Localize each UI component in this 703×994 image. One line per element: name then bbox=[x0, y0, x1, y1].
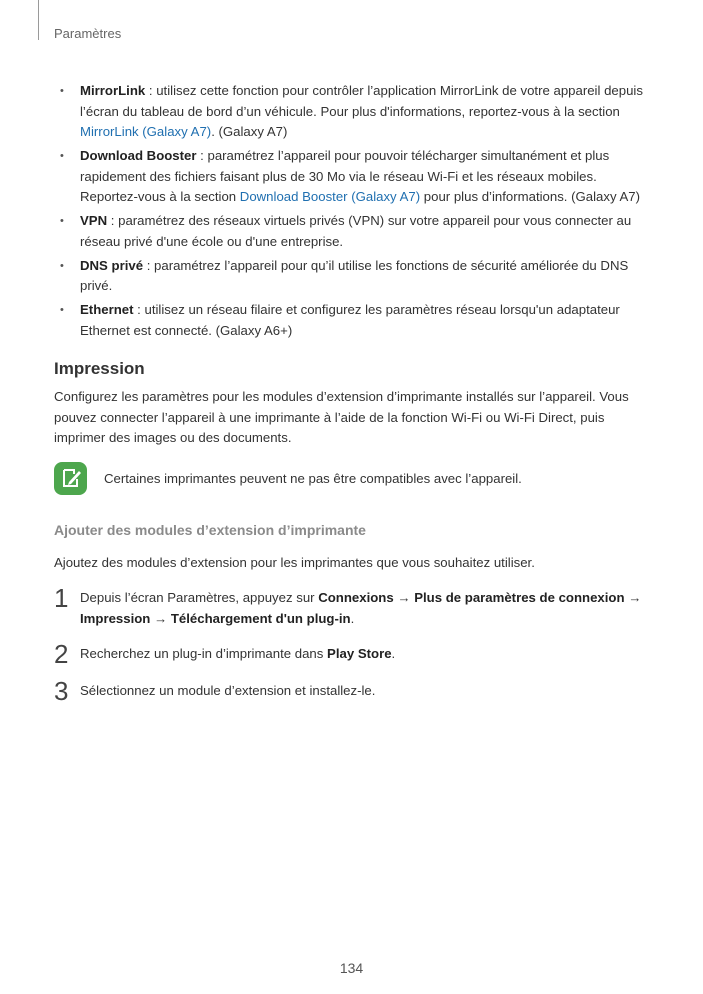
bullet-dot-icon: • bbox=[60, 259, 64, 272]
note-text: Certaines imprimantes peuvent ne pas être compatibles avec l’appareil. bbox=[104, 470, 522, 486]
step-number: 3 bbox=[54, 676, 69, 706]
bullet-text: : paramétrez l’appareil pour qu’il utilise les fonctions de sécurité améliorée du DNS privé. bbox=[80, 257, 629, 293]
settings-bullet-list bbox=[54, 81, 649, 341]
step-text-part: . bbox=[350, 610, 355, 626]
step-3 bbox=[54, 676, 649, 706]
step-text bbox=[80, 681, 375, 702]
page-number: 134 bbox=[339, 960, 364, 976]
bullet-item-dns bbox=[54, 256, 649, 297]
step-text-part: . bbox=[391, 646, 396, 661]
subsection-title: Ajouter des modules d’extension d’imprimante bbox=[54, 521, 366, 538]
bullet-term: MirrorLink bbox=[80, 83, 146, 98]
bullet-item-mirrorlink bbox=[54, 81, 649, 143]
pencil-note-icon bbox=[54, 462, 87, 495]
step-number: 2 bbox=[54, 639, 69, 669]
download-booster-link[interactable]: Download Booster (Galaxy A7) bbox=[239, 189, 421, 204]
step-text bbox=[80, 644, 395, 665]
page-content bbox=[54, 81, 649, 706]
menu-plus-parametres: Plus de paramètres de connexion bbox=[414, 590, 625, 605]
impression-intro: Configurez les paramètres pour les modules d’extension d’imprimante installés sur l’appareil. Vous pouvez connecter l’appareil à une imprimante à l’aide de la fonction Wi-Fi ou Wi-Fi Direct, puis imprimer des images ou des documents. bbox=[54, 389, 629, 445]
bullet-term: DNS privé bbox=[80, 257, 144, 273]
step-number: 1 bbox=[54, 583, 69, 613]
menu-impression: Impression bbox=[80, 610, 151, 626]
note-box bbox=[54, 462, 649, 495]
arrow-separator: → bbox=[150, 610, 171, 626]
bullet-text: : paramétrez des réseaux virtuels privés (VPN) sur votre appareil pour vous connecter au réseau privé d'une école ou d'une entreprise. bbox=[80, 213, 632, 249]
step-text bbox=[80, 588, 641, 629]
bullet-term: Download Booster bbox=[80, 148, 197, 163]
step-text-part: Depuis l’écran Paramètres, appuyez sur bbox=[80, 590, 319, 605]
mirrorlink-link[interactable]: MirrorLink (Galaxy A7) bbox=[80, 124, 212, 139]
step-text-part: Recherchez un plug-in d’imprimante dans bbox=[80, 646, 328, 661]
bullet-text: : utilisez un réseau filaire et configurez les paramètres réseau lorsqu'un adaptateur Ethernet est connecté. (Galaxy A6+) bbox=[80, 302, 620, 338]
step-1 bbox=[54, 583, 649, 629]
arrow-separator: → bbox=[393, 590, 415, 605]
step-2 bbox=[54, 639, 649, 669]
menu-connexions: Connexions bbox=[318, 590, 394, 605]
page-header-title: Paramètres bbox=[54, 26, 122, 41]
bullet-item-download-booster bbox=[54, 146, 649, 208]
section-title-impression: Impression bbox=[54, 359, 145, 378]
menu-play-store: Play Store bbox=[327, 646, 392, 661]
header-rule bbox=[38, 0, 39, 40]
bullet-term: Ethernet bbox=[80, 302, 134, 317]
menu-telechargement-plugin: Téléchargement d'un plug-in bbox=[170, 610, 351, 626]
bullet-text: : paramétrez l’appareil pour pouvoir télécharger simultanément et plus rapidement des fichiers faisant plus de 30 Mo via le réseau Wi-Fi et les réseaux mobiles. Reportez-vous à la section bbox=[80, 148, 610, 204]
bullet-dot-icon: • bbox=[60, 150, 64, 162]
bullet-dot-icon: • bbox=[60, 304, 64, 316]
bullet-item-ethernet bbox=[54, 300, 649, 341]
bullet-term: VPN bbox=[80, 213, 108, 228]
subsection-intro: Ajoutez des modules d’extension pour les imprimantes que vous souhaitez utiliser. bbox=[54, 554, 535, 570]
bullet-text: : utilisez cette fonction pour contrôler l’application MirrorLink de votre appareil depuis l’écran du tableau de bord d’un véhicule. Pour plus d'informations, reportez-vous à la section bbox=[80, 83, 643, 119]
arrow-separator: → bbox=[624, 590, 642, 605]
step-text-part: Sélectionnez un module d’extension et installez-le. bbox=[80, 683, 376, 698]
bullet-text: . (Galaxy A7) bbox=[211, 124, 288, 139]
bullet-item-vpn bbox=[54, 211, 649, 252]
bullet-dot-icon: • bbox=[60, 215, 64, 227]
bullet-dot-icon: • bbox=[60, 85, 64, 97]
bullet-text: pour plus d’informations. (Galaxy A7) bbox=[420, 189, 641, 204]
